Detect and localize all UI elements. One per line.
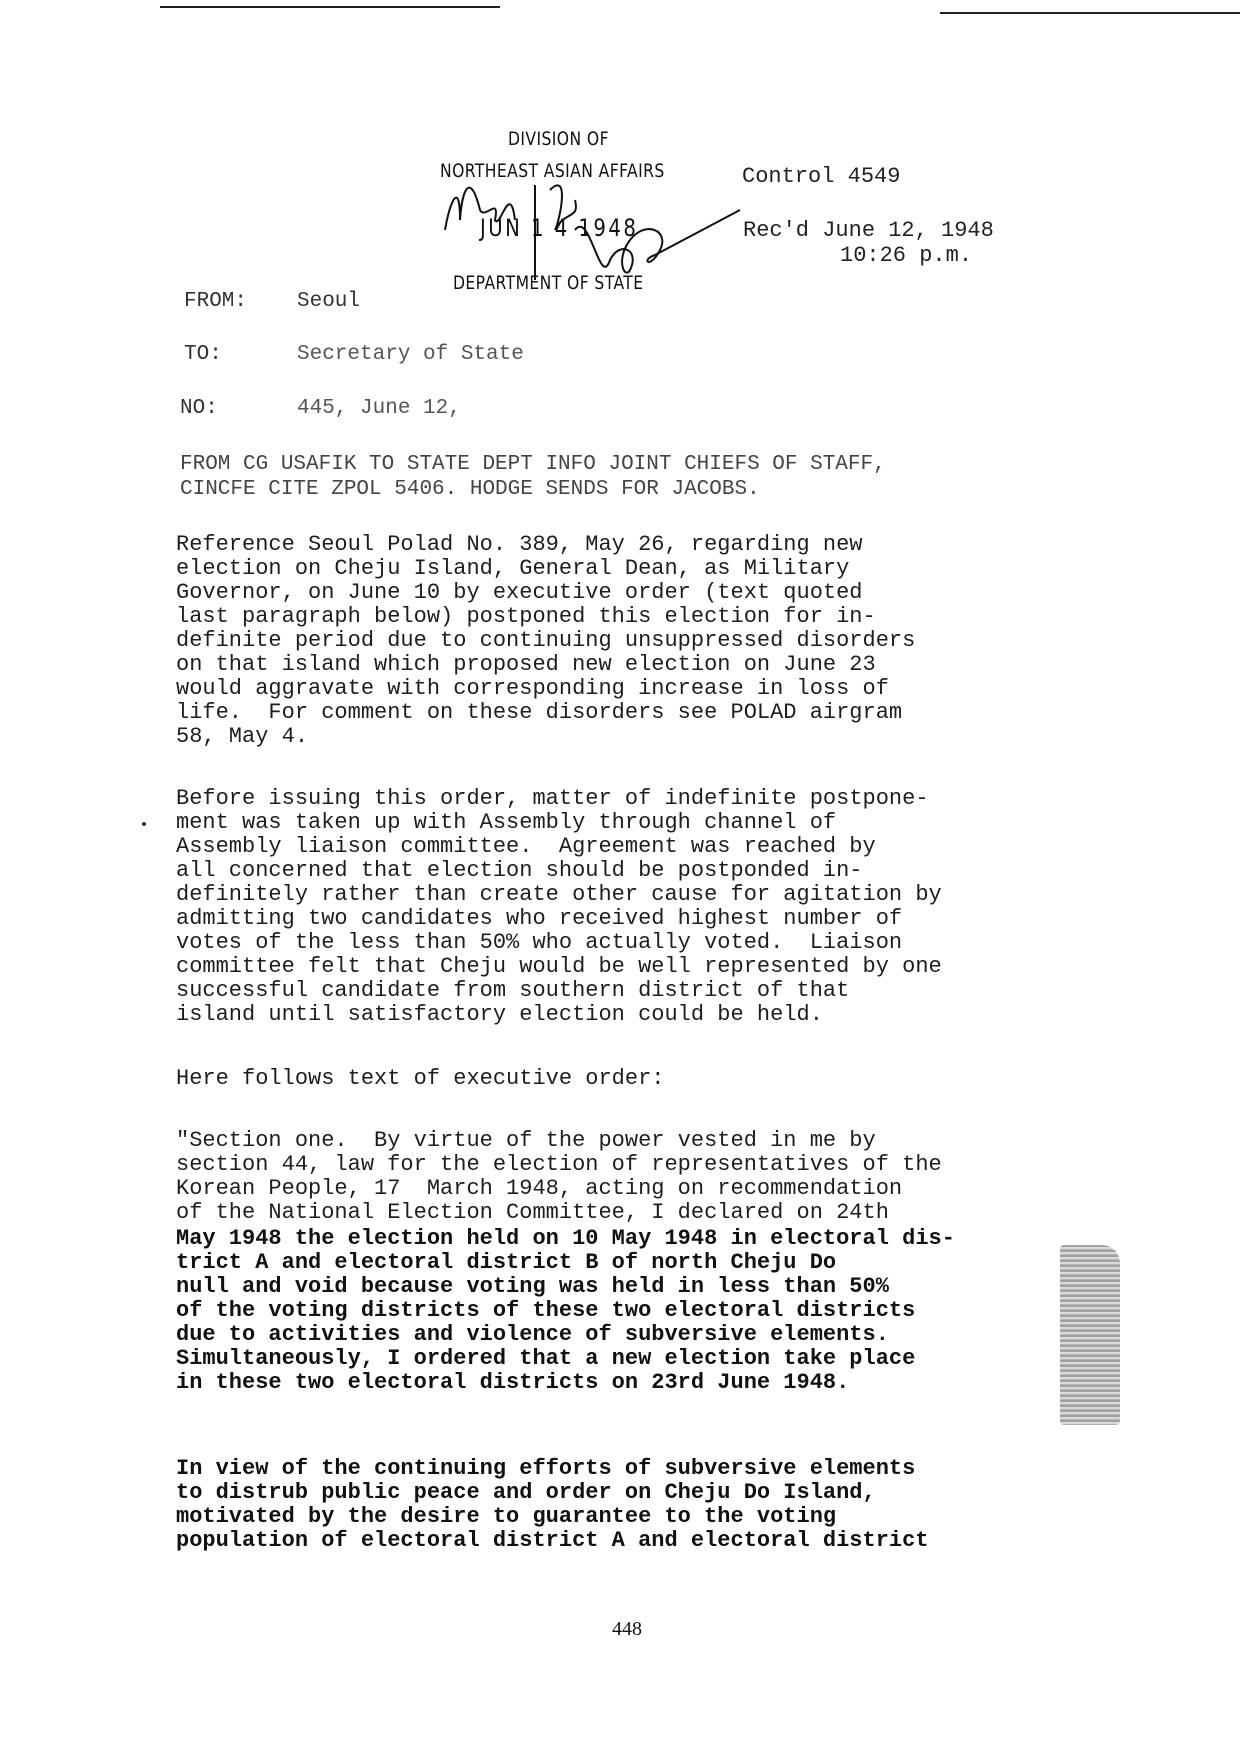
paragraph-line: ment was taken up with Assembly through channel of — [176, 810, 837, 835]
paragraph-line: election on Cheju Island, General Dean, as Military — [176, 556, 850, 581]
paragraph-line: life. For comment on these disorders see POLAD airgram — [176, 700, 903, 725]
paragraph-line: island until satisfactory election could be held. — [176, 1002, 823, 1027]
no-label: NO: — [180, 397, 218, 420]
paragraph-line: Reference Seoul Polad No. 389, May 26, regarding new — [176, 532, 863, 557]
stamp-division: DIVISION OF — [508, 128, 609, 150]
paragraph-here-follows: Here follows text of executive order: — [176, 1066, 665, 1091]
from-label: FROM: — [184, 290, 248, 313]
paragraph-line: May 1948 the election held on 10 May 1948 in electoral dis- — [176, 1226, 955, 1251]
scan-edge-line-left — [160, 6, 500, 8]
control-number: Control 4549 — [742, 164, 901, 189]
paragraph-line: would aggravate with corresponding increase in loss of — [176, 676, 889, 701]
margin-mark — [142, 822, 146, 826]
paragraph-line: to distrub public peace and order on Cheju Do Island, — [176, 1480, 876, 1505]
paragraph-line: "Section one. By virtue of the power vested in me by — [176, 1128, 876, 1153]
paragraph-line: population of electoral district A and electoral district — [176, 1528, 929, 1553]
paragraph-line: null and void because voting was held in less than 50% — [176, 1274, 889, 1299]
paragraph-line: in these two electoral districts on 23rd June 1948. — [176, 1370, 850, 1395]
paragraph-line: Governor, on June 10 by executive order (text quoted — [176, 580, 863, 605]
paragraph-line: Korean People, 17 March 1948, acting on recommendation — [176, 1176, 903, 1201]
page-number: 448 — [612, 1618, 642, 1640]
paragraph-line: of the National Election Committee, I declared on 24th — [176, 1200, 889, 1225]
scan-smudge — [1060, 1245, 1120, 1425]
received-date: Rec'd June 12, 1948 — [743, 218, 994, 243]
paragraph-line: definitely rather than create other cause for agitation by — [176, 882, 942, 907]
paragraph-line: all concerned that election should be postponded in- — [176, 858, 863, 883]
subject-line-1: FROM CG USAFIK TO STATE DEPT INFO JOINT CHIEFS OF STAFF, — [180, 453, 886, 476]
subject-line-2: CINCFE CITE ZPOL 5406. HODGE SENDS FOR JACOBS. — [180, 478, 760, 501]
paragraph-line: last paragraph below) postponed this election for in- — [176, 604, 876, 629]
paragraph-line: 58, May 4. — [176, 724, 309, 749]
scan-edge-line-right — [940, 12, 1240, 14]
paragraph-line: committee felt that Cheju would be well represented by one — [176, 954, 942, 979]
paragraph-line: due to activities and violence of subversive elements. — [176, 1322, 889, 1347]
paragraph-line: motivated by the desire to guarantee to the voting — [176, 1504, 837, 1529]
paragraph-line: trict A and electoral district B of north Cheju Do — [176, 1250, 837, 1275]
paragraph-line: votes of the less than 50% who actually voted. Liaison — [176, 930, 903, 955]
paragraph-line: Simultaneously, I ordered that a new election take place — [176, 1346, 916, 1371]
paragraph-line: In view of the continuing efforts of subversive elements — [176, 1456, 916, 1481]
paragraph-line: on that island which proposed new election on June 23 — [176, 652, 876, 677]
stamp-department: DEPARTMENT OF STATE — [453, 272, 644, 294]
no-value: 445, June 12, — [297, 397, 461, 420]
from-value: Seoul — [297, 290, 361, 313]
to-label: TO: — [184, 343, 222, 366]
paragraph-line: successful candidate from southern district of that — [176, 978, 850, 1003]
paragraph-line: section 44, law for the election of representatives of the — [176, 1152, 942, 1177]
paragraph-line: Assembly liaison committee. Agreement was reached by — [176, 834, 876, 859]
paragraph-line: of the voting districts of these two electoral districts — [176, 1298, 916, 1323]
paragraph-line: Before issuing this order, matter of indefinite postpone- — [176, 786, 929, 811]
received-time: 10:26 p.m. — [840, 243, 973, 268]
to-value: Secretary of State — [297, 343, 524, 366]
paragraph-line: admitting two candidates who received highest number of — [176, 906, 903, 931]
paragraph-line: definite period due to continuing unsuppressed disorders — [176, 628, 916, 653]
stamp-office: NORTHEAST ASIAN AFFAIRS — [440, 160, 665, 182]
stamp-date: JUN 1 4 1948 — [480, 214, 639, 242]
